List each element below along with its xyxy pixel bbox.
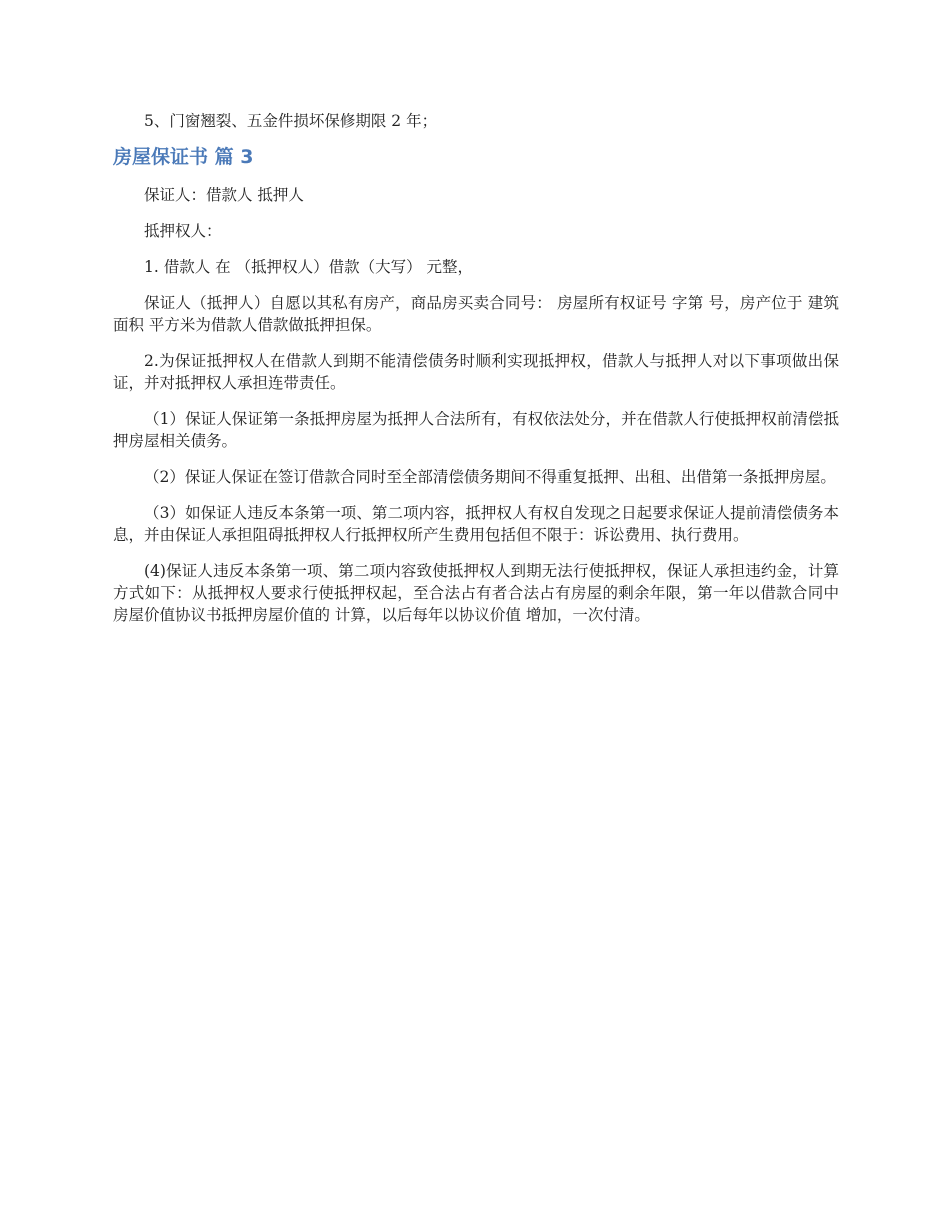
document-page [113, 110, 839, 640]
mortgagee-line: 抵押权人： [144, 222, 222, 240]
property-pledge-paragraph: 保证人（抵押人）自愿以其私有房产，商品房买卖合同号： 房屋所有权证号 字第 号，房产位于 建筑面积 平方米为借款人借款做抵押担保。 [113, 294, 839, 334]
clause-2: 2.为保证抵押权人在借款人到期不能清偿债务时顺利实现抵押权，借款人与抵押人对以下事项做出保证，并对抵押权人承担连带责任。 [113, 352, 839, 392]
clause-2-item-2: （2）保证人保证在签订借款合同时至全部清偿债务期间不得重复抵押、出租、出借第一条抵押房屋。 [144, 468, 836, 486]
clause-2-item-3: （3）如保证人违反本条第一项、第二项内容，抵押权人有权自发现之日起要求保证人提前清偿债务本息，并由保证人承担阻碍抵押权人行抵押权所产生费用包括但不限于：诉讼费用、执行费用。 [113, 504, 839, 544]
section-heading: 房屋保证书 篇 3 [113, 146, 254, 168]
clause-2-item-4: (4)保证人违反本条第一项、第二项内容致使抵押权人到期无法行使抵押权，保证人承担违约金，计算方式如下：从抵押权人要求行使抵押权起，至合法占有者合法占有房屋的剩余年限，第一年以借款合同中房屋价值协议书抵押房屋价值的 计算，以后每年以协议价值 增加，一次付清。 [113, 562, 839, 624]
clause-2-item-1: （1）保证人保证第一条抵押房屋为抵押人合法所有，有权依法处分，并在借款人行使抵押权前清偿抵押房屋相关债务。 [113, 410, 839, 450]
clause-1: 1. 借款人 在 （抵押权人）借款（大写） 元整， [144, 258, 473, 276]
guarantor-line: 保证人：借款人 抵押人 [144, 186, 304, 204]
warranty-item-5: 5、门窗翘裂、五金件损坏保修期限 2 年； [144, 112, 438, 130]
